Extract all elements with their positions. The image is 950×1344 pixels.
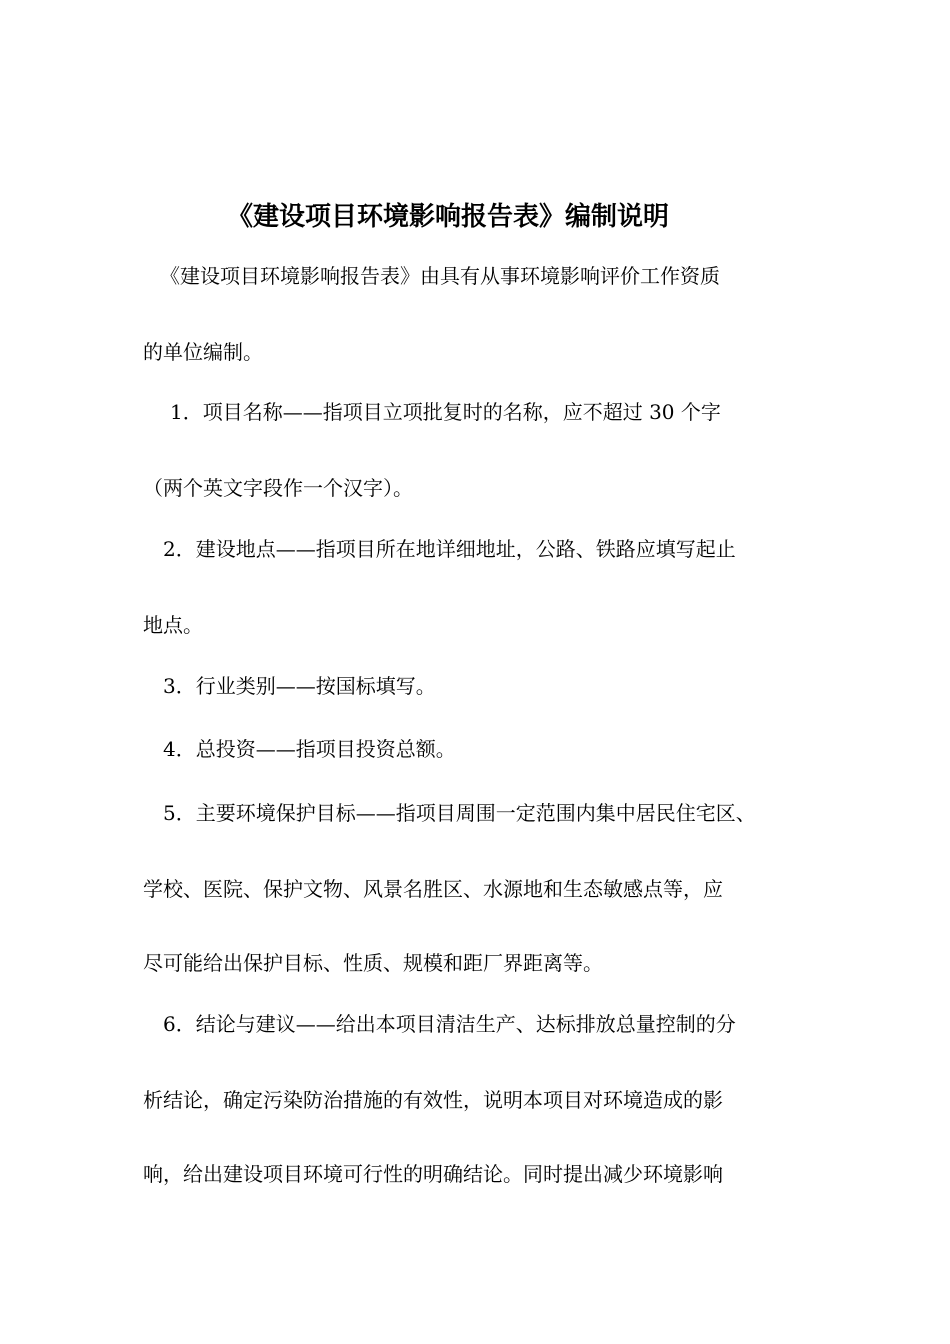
paragraph-line: 3．行业类别——按国标填写。 [143,674,436,698]
paragraph-line: 学校、医院、保护文物、风景名胜区、水源地和生态敏感点等，应 [143,877,723,901]
paragraph-line: 地点。 [143,613,203,637]
paragraph-line: 2．建设地点——指项目所在地详细地址，公路、铁路应填写起止 [143,537,736,561]
paragraph-line: 6．结论与建议——给出本项目清洁生产、达标排放总量控制的分 [143,1012,736,1036]
paragraph-line: 析结论，确定污染防治措施的有效性，说明本项目对环境造成的影 [143,1088,723,1112]
document-title: 《建设项目环境影响报告表》编制说明 [226,202,669,232]
paragraph-line: （两个英文字段作一个汉字）。 [143,476,413,500]
paragraph-line: 的单位编制。 [143,340,263,364]
paragraph-line: 尽可能给出保护目标、性质、规模和距厂界距离等。 [143,951,603,975]
paragraph-line: 5．主要环境保护目标——指项目周围一定范围内集中居民住宅区、 [143,801,756,825]
paragraph-line: 4．总投资——指项目投资总额。 [143,737,456,761]
paragraph-line: 响，给出建设项目环境可行性的明确结论。同时提出减少环境影响 [143,1162,723,1186]
paragraph-line: 《建设项目环境影响报告表》由具有从事环境影响评价工作资质 [150,264,720,288]
paragraph-line: 1．项目名称——指项目立项批复时的名称，应不超过 30 个字 [150,400,721,424]
